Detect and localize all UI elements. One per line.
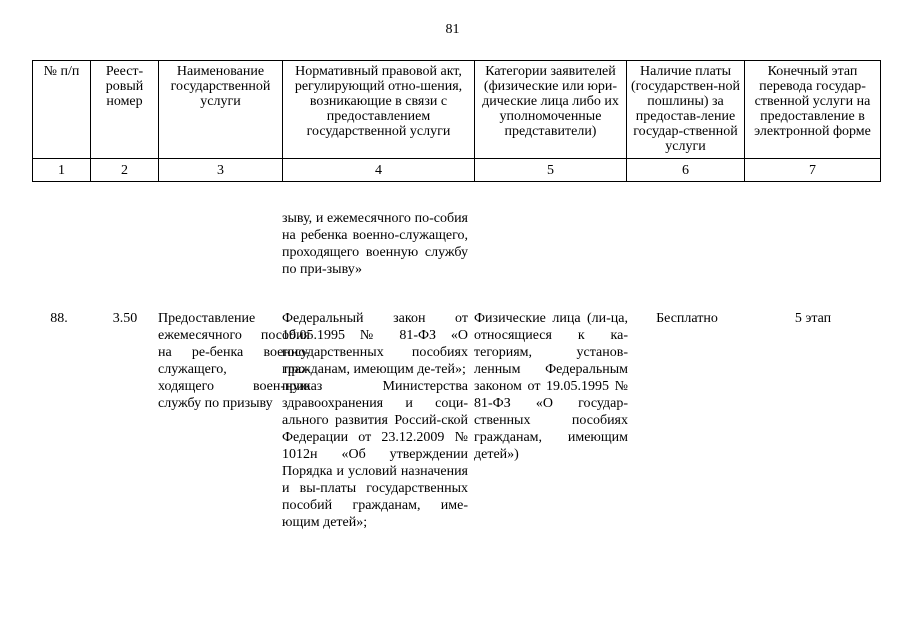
header-row <box>33 61 881 159</box>
final-stage: 5 этап <box>794 311 832 326</box>
column-number: 4 <box>283 159 475 182</box>
header-col-1: № п/п <box>33 61 91 159</box>
fee-status: Бесплатно <box>656 311 718 326</box>
service-name: Предоставление ежемесячного пособия на ре-бенка военно-служащего, про-ходящего воен-ную службу по призыву <box>158 311 310 411</box>
legal-act-order: приказ Министерства здравоохранения и соци-ального развития Россий-ской Федерации от 23.12.2009 № 1012н «Об утверждении Порядка и условий назначения и вы-платы государственных пособий гражданам, име-ющим детей»; <box>282 379 468 530</box>
column-number: 5 <box>475 159 627 182</box>
column-number: 3 <box>159 159 283 182</box>
legal-acts <box>282 310 468 531</box>
column-number: 2 <box>91 159 159 182</box>
header-col-5: Категории заявителей (физические или юри-дические лица либо их уполномоченные представители) <box>475 61 627 159</box>
legal-act-federal-law: Федеральный закон от 19.05.1995 № 81-ФЗ «О государственных пособиях гражданам, имеющим де-тей»; <box>282 311 468 377</box>
column-number: 7 <box>745 159 881 182</box>
table-header <box>32 60 881 182</box>
page-number: 81 <box>445 22 460 37</box>
column-number: 1 <box>33 159 91 182</box>
header-col-4: Нормативный правовой акт, регулирующий отно-шения, возникающие в связи с предоставлением государственной услуги <box>283 61 475 159</box>
header-col-2: Реест-ровый номер <box>91 61 159 159</box>
column-number: 6 <box>627 159 745 182</box>
row-number: 88. <box>50 311 68 326</box>
header-col-3: Наименование государственной услуги <box>159 61 283 159</box>
applicant-category: Физические лица (ли-ца, относящиеся к ка-тегориям, установ-ленным Федеральным законом от 19.05.1995 № 81-ФЗ «О государ-ственных пособиях гражданам, имеющим детей») <box>474 311 628 462</box>
header-col-7: Конечный этап перевода государ-ственной услуги на предоставление в электронной форме <box>745 61 881 159</box>
header-col-6: Наличие платы (государствен-ной пошлины) за предостав-ление государ-ственной услуги <box>627 61 745 159</box>
column-number-row <box>33 159 881 182</box>
continuation-text: зыву, и ежемесячного по-собия на ребенка военно-служащего, проходящего военную службу по при-зыву» <box>282 211 468 277</box>
registry-number: 3.50 <box>112 311 138 326</box>
